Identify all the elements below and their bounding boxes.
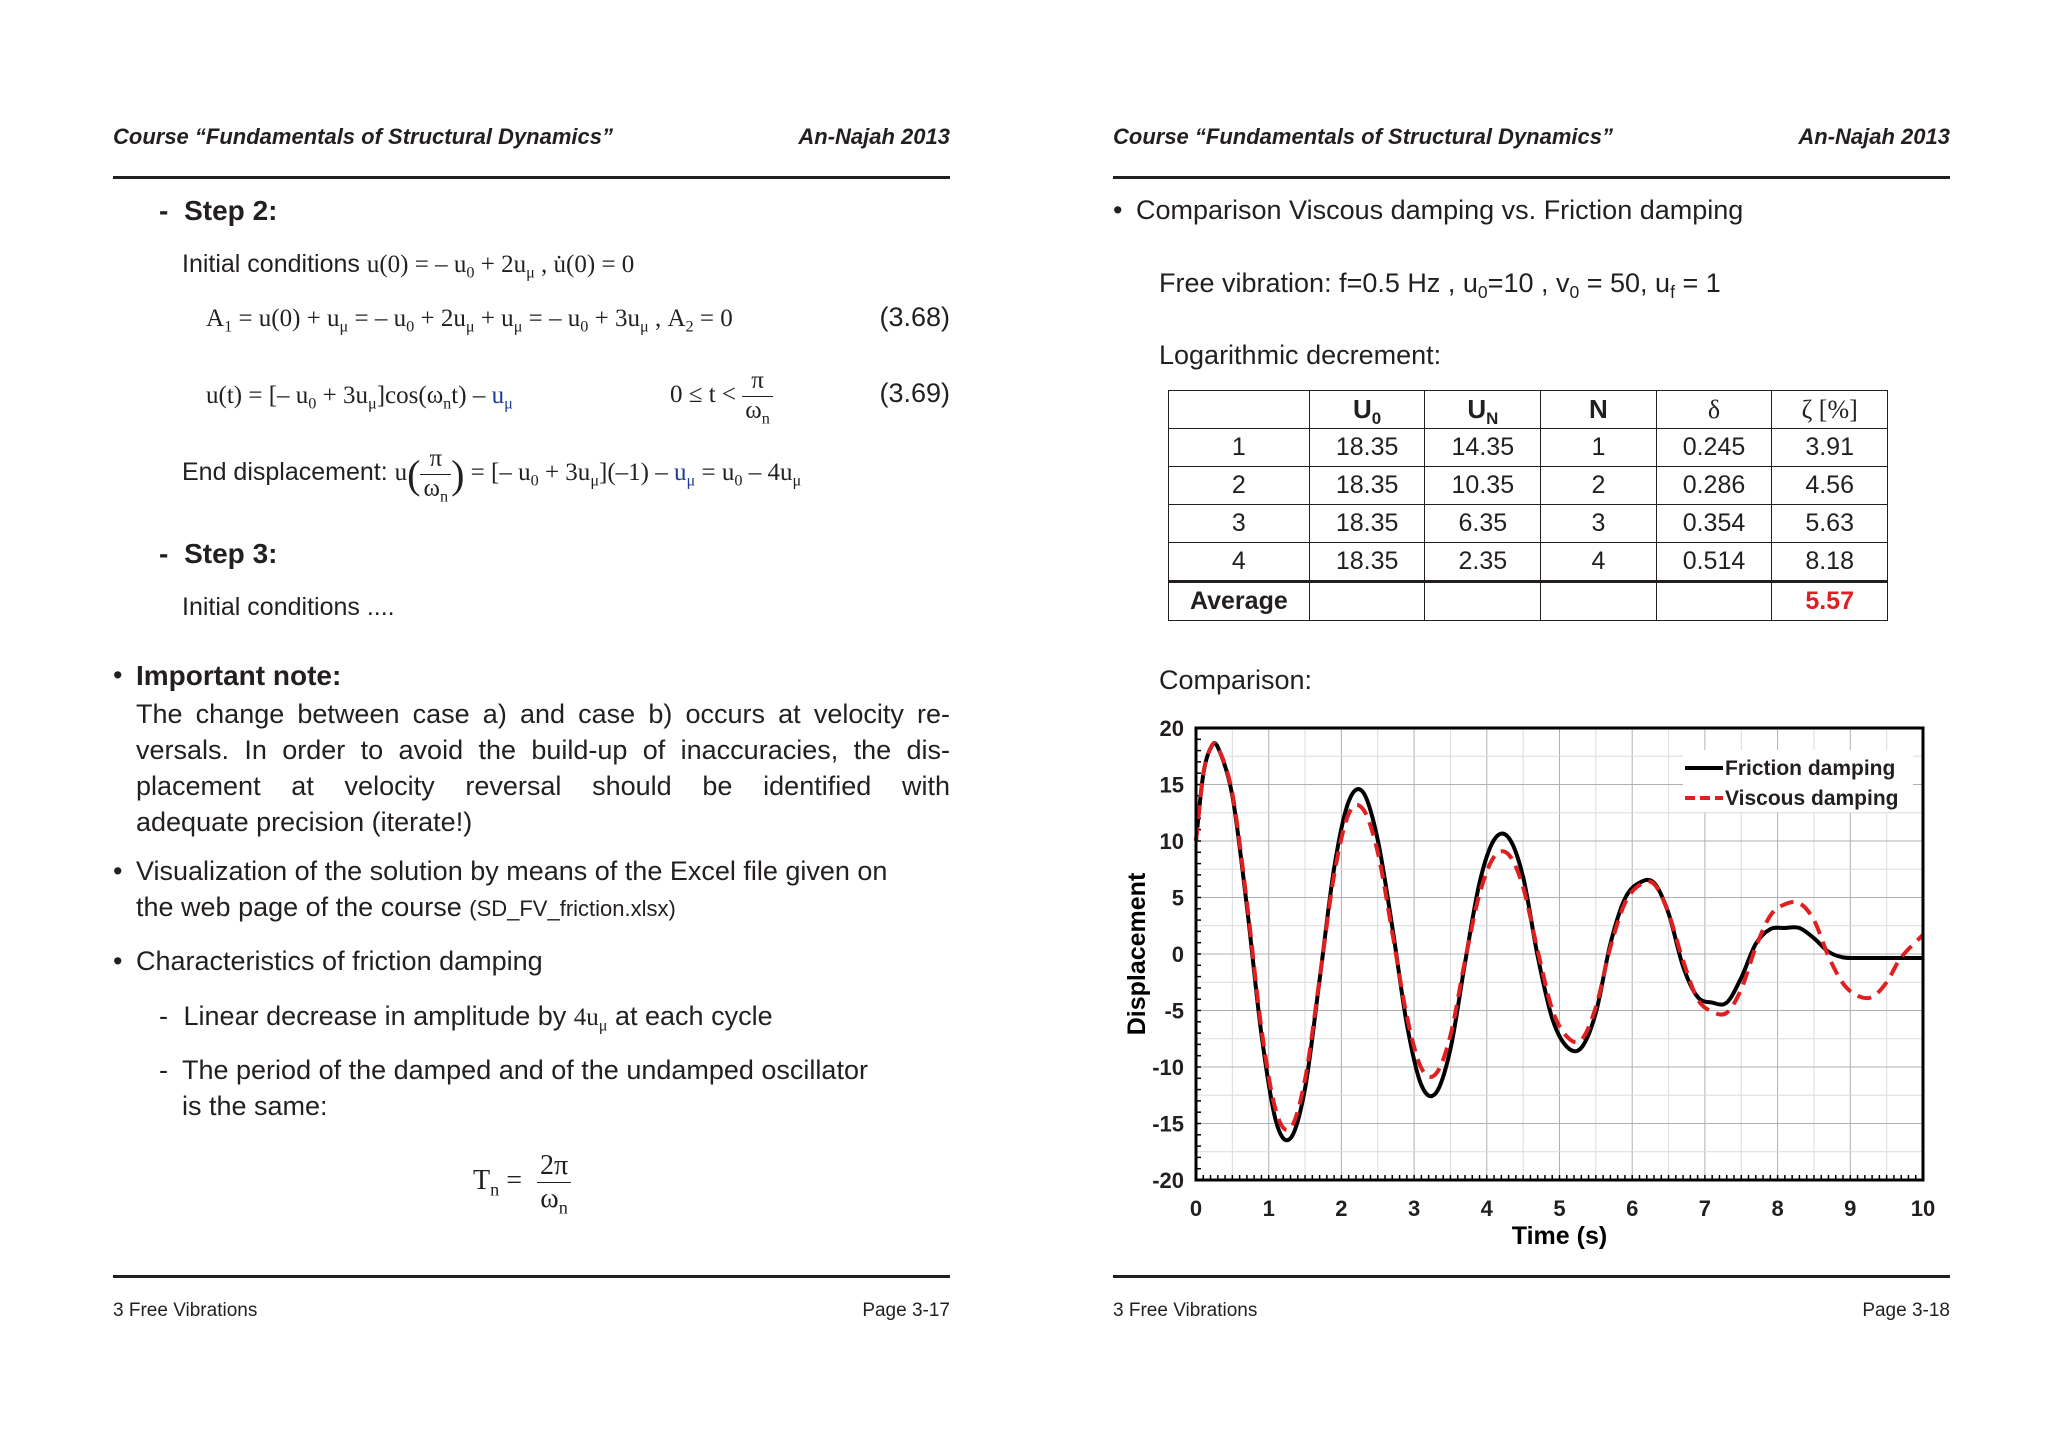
initial-conditions-line: Initial conditions u(0) = – $u_0 + 2u_\mu$ , u̇(0) = 0 — [182, 250, 635, 282]
bullet-dot: • — [113, 946, 123, 976]
table-cell: 2 — [1169, 467, 1310, 505]
equation-number-3-69: (3.69) — [879, 378, 950, 408]
excel-file-name: (SD_FV_friction.xlsx) — [469, 896, 676, 921]
y-tick-label: -5 — [1164, 998, 1184, 1024]
y-tick-label: -10 — [1152, 1055, 1184, 1080]
header-rule — [113, 176, 950, 179]
table-header-cell: $U_0$ — [1309, 391, 1425, 429]
table-cell — [1309, 582, 1425, 621]
table-cell: 18.35 — [1309, 429, 1425, 467]
table-cell: 4 — [1541, 543, 1656, 582]
step2-heading — [159, 195, 277, 227]
legend-label-friction: Friction damping — [1725, 757, 1896, 780]
table-cell: 5.63 — [1772, 505, 1888, 543]
chart-legend — [1683, 750, 1913, 812]
table-cell: 3 — [1541, 505, 1656, 543]
table-cell: 18.35 — [1309, 467, 1425, 505]
table-row — [1169, 505, 1888, 543]
footer-rule — [1113, 1275, 1950, 1278]
table-cell: 3 — [1169, 505, 1310, 543]
table-cell: 18.35 — [1309, 543, 1425, 582]
table-cell — [1541, 582, 1656, 621]
footer-page-number: Page 3-17 — [862, 1300, 950, 1321]
footer-page-number: Page 3-18 — [1862, 1300, 1950, 1321]
table-cell: 4.56 — [1772, 467, 1888, 505]
y-axis-label: Displacement — [1123, 872, 1151, 1036]
table-cell: 14.35 — [1425, 429, 1541, 467]
equation-3-68: $A_1 = u(0) + u_\mu$ = – $u_0 + 2u_\mu + u_\mu$ = – $u_0 + 3u_\mu$ , $A_2 = 0$ — [206, 305, 733, 336]
header-institution: An-Najah 2013 — [1798, 124, 1950, 149]
table-header-cell — [1169, 391, 1310, 429]
table-cell: 2 — [1541, 467, 1656, 505]
y-tick-labels — [1152, 716, 1184, 1193]
end-displacement-line: End displacement: u( $\frac{\pi}{\omega_n}$ ) = [– $u_0 + 3u_\mu](-1) - u_\mu = u_0 - 4u_\mu$ — [182, 445, 802, 506]
y-tick-label: 15 — [1159, 772, 1184, 798]
paragraph-line: versals. In order to avoid the build-up of inaccuracies, the dis- — [136, 735, 950, 765]
important-note-title: Important note: — [136, 660, 342, 691]
x-tick-label: 8 — [1771, 1196, 1784, 1221]
sub-item-period-line-2: is the same: — [182, 1091, 328, 1121]
y-tick-label: 5 — [1171, 885, 1184, 911]
characteristics-heading: Characteristics of friction damping — [136, 946, 543, 976]
table-header-cell: δ — [1656, 391, 1772, 429]
table-cell: 6.35 — [1425, 505, 1541, 543]
average-label: Average — [1169, 582, 1310, 621]
table-cell: 0.514 — [1656, 543, 1772, 582]
visualization-line-1: Visualization of the solution by means of the Excel file given on — [136, 856, 888, 886]
x-tick-label: 0 — [1189, 1196, 1203, 1221]
table-cell: 2.35 — [1425, 543, 1541, 582]
step2-dash: - — [159, 195, 169, 226]
table-header-cell: N — [1541, 391, 1656, 429]
footer-rule — [113, 1275, 950, 1278]
comparison-heading: Comparison Viscous damping vs. Friction damping — [1136, 195, 1744, 225]
x-tick-label: 7 — [1698, 1196, 1712, 1221]
equation-3-69: u(t) = [– $u_0 + 3u_\mu]\cos(\omega_nt) - u_\mu$ — [206, 382, 513, 413]
x-axis-label: Time (s) — [1511, 1222, 1608, 1250]
x-tick-label: 1 — [1262, 1196, 1275, 1221]
step2-title: Step 2: — [184, 195, 278, 226]
table-cell: 18.35 — [1309, 505, 1425, 543]
paragraph-line: adequate precision (iterate!) — [136, 807, 473, 837]
y-tick-label: 20 — [1159, 716, 1184, 741]
logdec-table — [1168, 390, 1888, 621]
sub-item-amplitude: - Linear decrease in amplitude by $4u_\mu$ at each cycle — [159, 1001, 773, 1035]
damping-comparison-chart — [1113, 710, 1950, 1260]
x-tick-label: 5 — [1553, 1196, 1566, 1221]
logdec-label: Logarithmic decrement: — [1159, 340, 1442, 370]
sub-item-period-line-1: The period of the damped and of the undamped oscillator — [182, 1055, 868, 1085]
bullet-dot: • — [113, 856, 123, 886]
table-cell — [1656, 582, 1772, 621]
footer-chapter: 3 Free Vibrations — [1113, 1300, 1258, 1321]
y-tick-label: -15 — [1152, 1111, 1184, 1137]
period-formula: $T_n$ = $\frac{2\pi}{\omega_n}$ — [473, 1150, 571, 1215]
free-vibration-params: Free vibration: f=0.5 Hz , $u_0=10$ , $v_0 = 50$, $u_f = 1$ — [1159, 268, 1721, 303]
bullet-dot: • — [1113, 195, 1123, 225]
ic-label: Initial conditions — [182, 250, 360, 278]
page-right — [1113, 0, 1950, 1448]
y-tick-label: 10 — [1159, 829, 1184, 854]
comparison-label: Comparison: — [1159, 665, 1313, 695]
table-cell: 1 — [1169, 429, 1310, 467]
x-tick-label: 2 — [1335, 1196, 1348, 1221]
table-cell: 8.18 — [1772, 543, 1888, 582]
step3-title: Step 3: — [184, 538, 278, 569]
table-cell: 1 — [1541, 429, 1656, 467]
paragraph-line: placement at velocity reversal should be identified with — [136, 771, 950, 801]
table-cell: 10.35 — [1425, 467, 1541, 505]
average-value: 5.57 — [1772, 582, 1888, 621]
sub-item-period-dash: - — [159, 1055, 168, 1085]
table-cell: 0.286 — [1656, 467, 1772, 505]
paragraph-line: The change between case a) and case b) occurs at velocity re- — [136, 699, 950, 729]
step3-heading — [159, 538, 277, 570]
header-course-title: Course “Fundamentals of Structural Dynamics” — [1113, 124, 1613, 149]
x-tick-labels — [1190, 1196, 1935, 1221]
table-header-row — [1169, 391, 1888, 429]
header-institution: An-Najah 2013 — [798, 124, 950, 149]
table-cell: 3.91 — [1772, 429, 1888, 467]
x-tick-label: 4 — [1480, 1196, 1493, 1221]
table-cell — [1425, 582, 1541, 621]
step3-dash: - — [159, 538, 169, 569]
page-left — [113, 0, 950, 1448]
y-tick-label: 0 — [1171, 942, 1184, 967]
table-cell: 0.354 — [1656, 505, 1772, 543]
table-header-cell: $U_N$ — [1425, 391, 1541, 429]
visualization-line-2: the web page of the course (SD_FV_friction.xlsx) — [136, 892, 676, 922]
table-cell: 4 — [1169, 543, 1310, 582]
x-tick-label: 10 — [1910, 1196, 1936, 1221]
x-tick-label: 3 — [1407, 1196, 1421, 1221]
table-cell: 0.245 — [1656, 429, 1772, 467]
bullet-important — [113, 660, 122, 691]
table-header-cell: ζ [%] — [1772, 391, 1888, 429]
table-row — [1169, 467, 1888, 505]
header-course-title: Course “Fundamentals of Structural Dynamics” — [113, 124, 613, 149]
step3-text: Initial conditions .... — [182, 593, 395, 621]
legend-label-viscous: Viscous damping — [1725, 787, 1899, 810]
x-tick-label: 6 — [1626, 1196, 1639, 1221]
table-average-row — [1169, 582, 1888, 621]
y-tick-label: -20 — [1152, 1168, 1184, 1193]
table-row — [1169, 543, 1888, 582]
x-tick-label: 9 — [1844, 1196, 1857, 1221]
equation-number-3-68: (3.68) — [879, 302, 950, 332]
end-displacement-label: End displacement: — [182, 457, 388, 486]
footer-chapter: 3 Free Vibrations — [113, 1300, 258, 1321]
header-rule — [1113, 176, 1950, 179]
equation-3-69-range: 0 ≤ t < $\frac{\pi}{\omega_n}$ — [670, 367, 773, 426]
bullet-dot: • — [113, 660, 123, 690]
table-row — [1169, 429, 1888, 467]
important-note-paragraph — [136, 696, 950, 840]
